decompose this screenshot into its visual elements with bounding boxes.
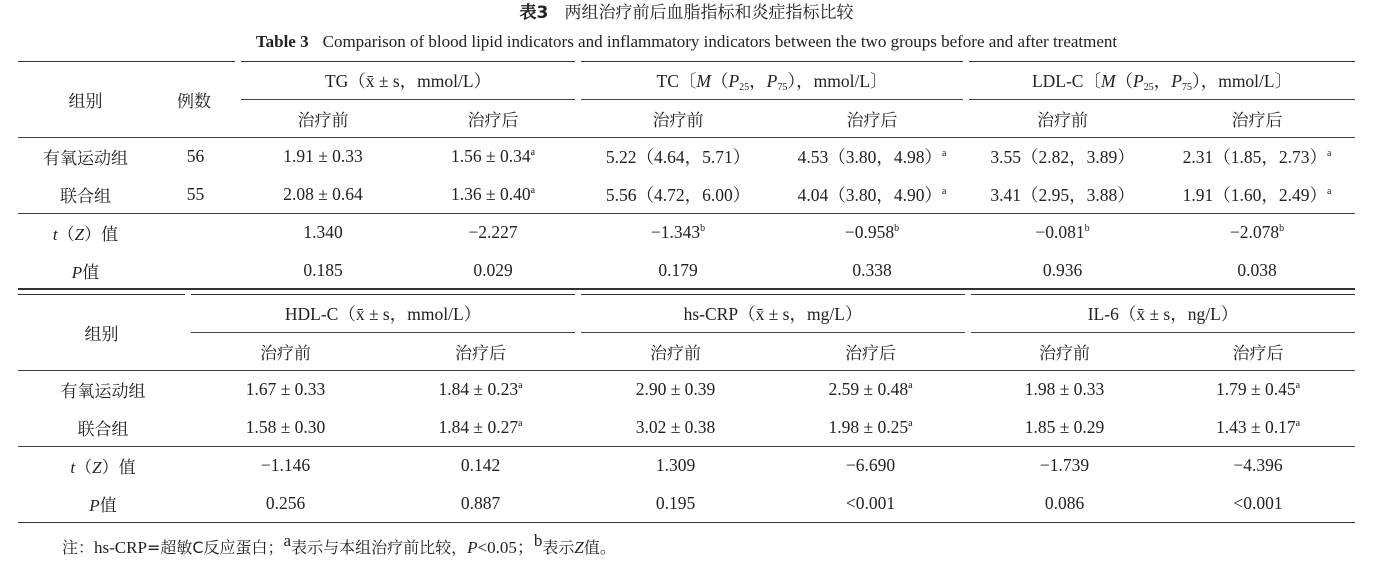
table-row [18, 371, 1355, 409]
t-value-label: t（Z）值 [70, 458, 136, 479]
tc-after-header: 治疗后 [778, 100, 966, 138]
il6-after-header: 治疗后 [1161, 333, 1355, 371]
il6-header: IL-6（x̄ ± s，ng/L） [968, 295, 1355, 333]
table-separator [18, 288, 1355, 289]
p-value-cell: 0.195 [655, 492, 696, 513]
ldl-after-cell: 2.31（1.85，2.73）$^a$ [1182, 147, 1332, 168]
t-value-cell: −1.146 [260, 455, 311, 476]
hdl-before-cell: 1.67 ± 0.33 [245, 379, 326, 400]
p-value-cell: 0.086 [1044, 492, 1085, 513]
tg-header: TG（x̄ ± s，mmol/L） [238, 62, 578, 100]
header-row-1 [18, 295, 1355, 333]
empty-cell [153, 252, 238, 290]
ldl-before-header: 治疗前 [966, 100, 1159, 138]
hdl-after-cell: 1.84 ± 0.27$^a$ [383, 409, 578, 447]
caption-chinese [0, 2, 1373, 24]
group-header: 组别 [18, 295, 188, 371]
crp-before-header: 治疗前 [578, 333, 773, 371]
ldl-header: LDL-C〔$M(P_{25}$，$P_{75}$），mmol/L〕 [966, 62, 1355, 100]
caption-en-number: Table 3 [255, 32, 309, 51]
t-value-cell: −4.396 [1233, 455, 1283, 476]
tg-after-cell: 1.56 ± 0.34$^a$ [450, 146, 536, 167]
cases-header: 例数 [153, 62, 238, 138]
crp-header: hs-CRP（x̄ ± s，mg/L） [578, 295, 968, 333]
caption-en-text: Comparison of blood lipid indicators and inflammatory indicators between the two groups before and after treatment [322, 32, 1118, 51]
caption-english [0, 31, 1373, 53]
il6-before-cell: 1.98 ± 0.33 [1024, 379, 1105, 400]
tc-before-header: 治疗前 [578, 100, 778, 138]
p-value-cell: 0.179 [658, 259, 698, 280]
hdl-before-cell: 1.58 ± 0.30 [188, 409, 383, 447]
t-value-row [18, 447, 1355, 485]
p-value-cell: 0.185 [303, 259, 343, 280]
p-value-cell: 0.256 [265, 492, 306, 513]
il6-after-cell: 1.43 ± 0.17$^a$ [1161, 409, 1355, 447]
table-row [18, 409, 1355, 447]
cases-cell: 56 [186, 146, 205, 167]
cases-cell: 55 [153, 176, 238, 214]
ldl-after-cell: 1.91（1.60，2.49）$^a$ [1159, 176, 1355, 214]
p-value-label: P值 [71, 262, 100, 283]
t-value-label: t（Z）值 [52, 225, 119, 246]
t-value-cell: −2.227 [468, 222, 518, 243]
hdl-after-header: 治疗后 [383, 333, 578, 371]
crp-after-header: 治疗后 [773, 333, 968, 371]
t-value-cell: −0.958$^b$ [844, 222, 900, 243]
p-value-row [18, 252, 1355, 290]
t-value-cell: −0.081$^b$ [1035, 222, 1090, 243]
group-cell: 有氧运动组 [43, 149, 128, 170]
p-value-cell: <0.001 [845, 492, 896, 513]
tc-before-cell: 5.56（4.72，6.00） [578, 176, 778, 214]
table-row [18, 176, 1355, 214]
ldl-before-cell: 3.41（2.95，3.88） [966, 176, 1159, 214]
p-value-label: P值 [89, 495, 117, 516]
p-value-cell: <0.001 [1233, 492, 1283, 513]
table-row [18, 138, 1355, 176]
tg-before-cell: 2.08 ± 0.64 [238, 176, 408, 214]
il6-after-cell: 1.79 ± 0.45$^a$ [1215, 379, 1301, 400]
t-value-cell: −1.343$^b$ [650, 222, 706, 243]
tg-after-header: 治疗后 [408, 100, 578, 138]
ldl-after-header: 治疗后 [1159, 100, 1355, 138]
tc-before-cell: 5.22（4.64，5.71） [605, 147, 751, 168]
il6-before-cell: 1.85 ± 0.29 [968, 409, 1161, 447]
table-footnote: 注：hs-CRP=超敏C反应蛋白；$^a$表示与本组治疗前比较，P<0.05；$^b$表示Z值。 [62, 531, 616, 557]
hdl-before-header: 治疗前 [188, 333, 383, 371]
t-value-row [18, 214, 1355, 252]
p-value-cell: 0.338 [852, 259, 892, 280]
lipid-table [18, 61, 1355, 290]
p-value-cell: 0.038 [1237, 259, 1277, 280]
tc-after-cell: 4.53（3.80，4.98）$^a$ [797, 147, 947, 168]
tc-after-cell: 4.04（3.80，4.90）$^a$ [778, 176, 966, 214]
p-value-cell: 0.887 [460, 492, 501, 513]
group-cell: 有氧运动组 [60, 382, 146, 403]
p-value-cell: 0.936 [1042, 259, 1083, 280]
header-row-1 [18, 62, 1355, 100]
t-value-cell: 0.142 [460, 455, 501, 476]
crp-before-cell: 3.02 ± 0.38 [578, 409, 773, 447]
caption-cn-number: 表3 [519, 3, 549, 23]
crp-after-cell: 2.59 ± 0.48$^a$ [828, 379, 913, 400]
tc-header: TC〔$M(P_{25}$，$P_{75}$），mmol/L〕 [578, 62, 966, 100]
group-header: 组别 [18, 62, 153, 138]
empty-cell [153, 214, 238, 252]
t-value-cell: 1.340 [303, 222, 343, 243]
inflammation-table [18, 294, 1355, 523]
group-cell: 联合组 [18, 176, 153, 214]
il6-before-header: 治疗前 [968, 333, 1161, 371]
tg-before-cell: 1.91 ± 0.33 [283, 146, 363, 167]
hdl-header: HDL-C（x̄ ± s，mmol/L） [188, 295, 578, 333]
tg-before-header: 治疗前 [238, 100, 408, 138]
t-value-cell: 1.309 [655, 455, 696, 476]
group-cell: 联合组 [18, 409, 188, 447]
caption-cn-text: 两组治疗前后血脂指标和炎症指标比较 [564, 3, 854, 23]
crp-after-cell: 1.98 ± 0.25$^a$ [773, 409, 968, 447]
header-row-2 [18, 333, 1355, 371]
ldl-before-cell: 3.55（2.82，3.89） [990, 147, 1135, 168]
t-value-cell: −1.739 [1039, 455, 1090, 476]
t-value-cell: −6.690 [845, 455, 896, 476]
p-value-row [18, 485, 1355, 523]
crp-before-cell: 2.90 ± 0.39 [635, 379, 716, 400]
hdl-after-cell: 1.84 ± 0.23$^a$ [438, 379, 523, 400]
p-value-cell: 0.029 [473, 259, 513, 280]
tg-after-cell: 1.36 ± 0.40$^a$ [408, 176, 578, 214]
t-value-cell: −2.078$^b$ [1229, 222, 1285, 243]
